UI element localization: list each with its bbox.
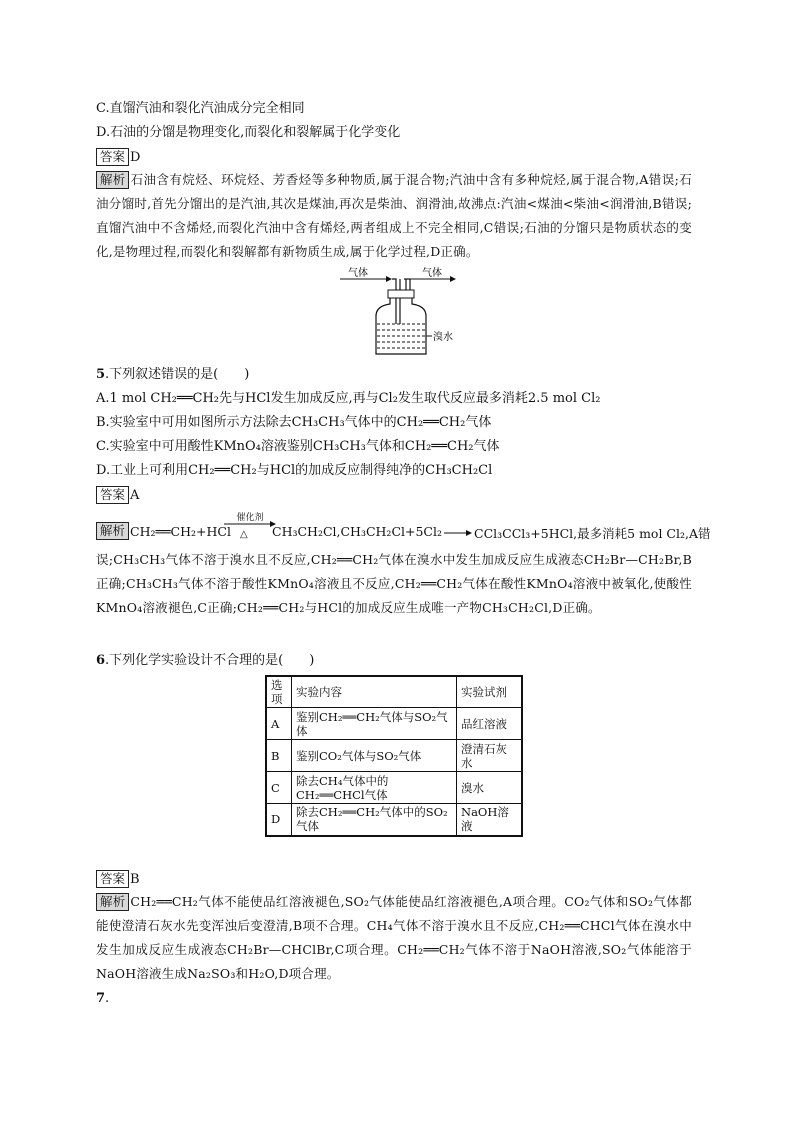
q5-answer: A: [130, 488, 140, 503]
q5-analysis: 误;CH₃CH₃气体不溶于溴水且不反应,CH₂══CH₂气体在溴水中发生加成反应生成液态CH₂Br—CH₂Br,B正确;CH₃CH₃气体不溶于酸性KMnO₄溶液且不反应,CH₂══CH₂气体在酸性KMnO₄溶液中被氧化,使酸性KMnO₄溶液褪色,C正确;CH₂══CH₂与HCl的加成反应生成唯一产物CH₃CH₂Cl,D正确。: [96, 552, 692, 615]
table-cell: D: [266, 804, 292, 836]
q5-stem-row: [96, 366, 249, 384]
bottle-stopper: [388, 290, 414, 298]
reaction-arrow-2: [444, 529, 472, 537]
q7-stem-row: [96, 990, 109, 1008]
q6-answer: B: [130, 872, 140, 887]
table-cell: B: [266, 740, 292, 772]
header-content: 实验内容: [292, 676, 457, 708]
table-cell: 品红溶液: [457, 708, 523, 740]
experiment-table: [265, 675, 523, 837]
answer-tag: 答案: [96, 870, 129, 888]
q5-option-d: D.工业上可利用CH₂══CH₂与HCl的加成反应制得纯净的CH₃CH₂Cl: [96, 463, 493, 478]
catalyst-label: 催化剂: [236, 513, 264, 523]
table-row: [266, 772, 522, 804]
table-cell: 溴水: [457, 772, 523, 804]
answer-tag: 答案: [96, 148, 129, 166]
q4-analysis-block: [96, 168, 692, 264]
q6-analysis: CH₂══CH₂气体不能使品红溶液褪色,SO₂气体能使品红溶液褪色,A项合理。CO₂气体和SO₂气体都能使澄清石灰水先变浑浊后变澄清,B项不合理。CH₄气体不溶于溴水且不反应,CH₂══CHCl气体在溴水中发生加成反应生成液态CH₂Br—CHClBr,C项合理。CH₂══CH₂气体不溶于NaOH溶液,SO₂气体能溶于NaOH溶液生成Na₂SO₃和H₂O,D项合理。: [96, 894, 692, 981]
answer-tag: 答案: [96, 486, 129, 504]
q4-analysis: 石油含有烷烃、环烷烃、芳香烃等多种物质,属于混合物;汽油中含有多种烷烃,属于混合物,A错误;石油分馏时,首先分馏出的是汽油,其次是煤油,再次是柴油、润滑油,故沸点:汽油<煤油<柴油<润滑油,B错误;直馏汽油中不含烯烃,而裂化汽油中含有烯烃,两者组成上不完全相同,C错误;石油的分馏只是物质状态的变化,是物理过程,而裂化和裂解都有新物质生成,属于化学过程,D正确。: [96, 172, 692, 259]
reaction-tail: CCl₃CCl₃+5HCl,最多消耗5 mol Cl₂,A错: [474, 526, 711, 541]
table-cell: 除去CH₄气体中的CH₂══CHCl气体: [292, 772, 457, 804]
reaction-arrow: [224, 520, 276, 528]
table-header-row: [266, 676, 522, 708]
gas-outlet-label: 气体: [422, 268, 442, 279]
table-row: [266, 740, 522, 772]
q5-option-b: B.实验室中可用如图所示方法除去CH₃CH₃气体中的CH₂══CH₂气体: [96, 415, 492, 430]
q5-number: 5: [96, 367, 106, 382]
gas-wash-bottle-diagram: [338, 266, 458, 358]
table-cell: 鉴别CH₂══CH₂气体与SO₂气体: [292, 708, 457, 740]
table-row: [266, 708, 522, 740]
q5-stem: .下列叙述错误的是( ): [105, 367, 250, 382]
q6-number: 6: [96, 653, 106, 668]
analysis-tag: 解析: [96, 171, 129, 189]
q6-stem: .下列化学实验设计不合理的是( ): [105, 653, 315, 668]
table-cell: C: [266, 772, 292, 804]
analysis-tag: 解析: [96, 893, 129, 911]
header-reagent: 实验试剂: [457, 676, 523, 708]
bromine-water-label: 溴水: [433, 332, 453, 343]
q4-answer-row: [96, 148, 140, 167]
table-cell: NaOH溶液: [457, 804, 523, 836]
q7-number: 7: [96, 991, 106, 1006]
table-cell: 澄清石灰水: [457, 740, 523, 772]
analysis-tag: 解析: [96, 522, 129, 540]
table-cell: A: [266, 708, 292, 740]
q4-answer: D: [130, 150, 141, 165]
q6-answer-row: [96, 870, 140, 889]
header-option: 选项: [266, 676, 292, 708]
table-cell: 除去CH₂══CH₂气体中的SO₂气体: [292, 804, 457, 836]
gas-inlet-label: 气体: [348, 268, 368, 279]
q4-option-d: D.石油的分馏是物理变化,而裂化和裂解属于化学变化: [96, 125, 401, 140]
inlet-arrowhead: [386, 276, 392, 282]
q6-analysis-block: [96, 890, 692, 986]
q4-option-c: C.直馏汽油和裂化汽油成分完全相同: [96, 101, 305, 116]
reaction-right: CH₃CH₂Cl,CH₃CH₂Cl+5Cl₂: [272, 524, 443, 539]
q5-answer-row: [96, 486, 139, 505]
table-row: [266, 804, 522, 836]
outlet-arrowhead: [450, 276, 456, 282]
q7-stem: .: [105, 991, 110, 1006]
reaction-left: CH₂══CH₂+HCl: [130, 524, 231, 539]
q5-option-a: A.1 mol CH₂══CH₂先与HCl发生加成反应,再与Cl₂发生取代反应最多消耗2.5 mol Cl₂: [96, 391, 601, 406]
table-cell: 鉴别CO₂气体与SO₂气体: [292, 740, 457, 772]
q5-option-c: C.实验室中可用酸性KMnO₄溶液鉴别CH₃CH₃气体和CH₂══CH₂气体: [96, 439, 500, 454]
heat-symbol: △: [240, 529, 248, 540]
q6-stem-row: [96, 652, 314, 670]
bromine-water: [377, 324, 425, 353]
